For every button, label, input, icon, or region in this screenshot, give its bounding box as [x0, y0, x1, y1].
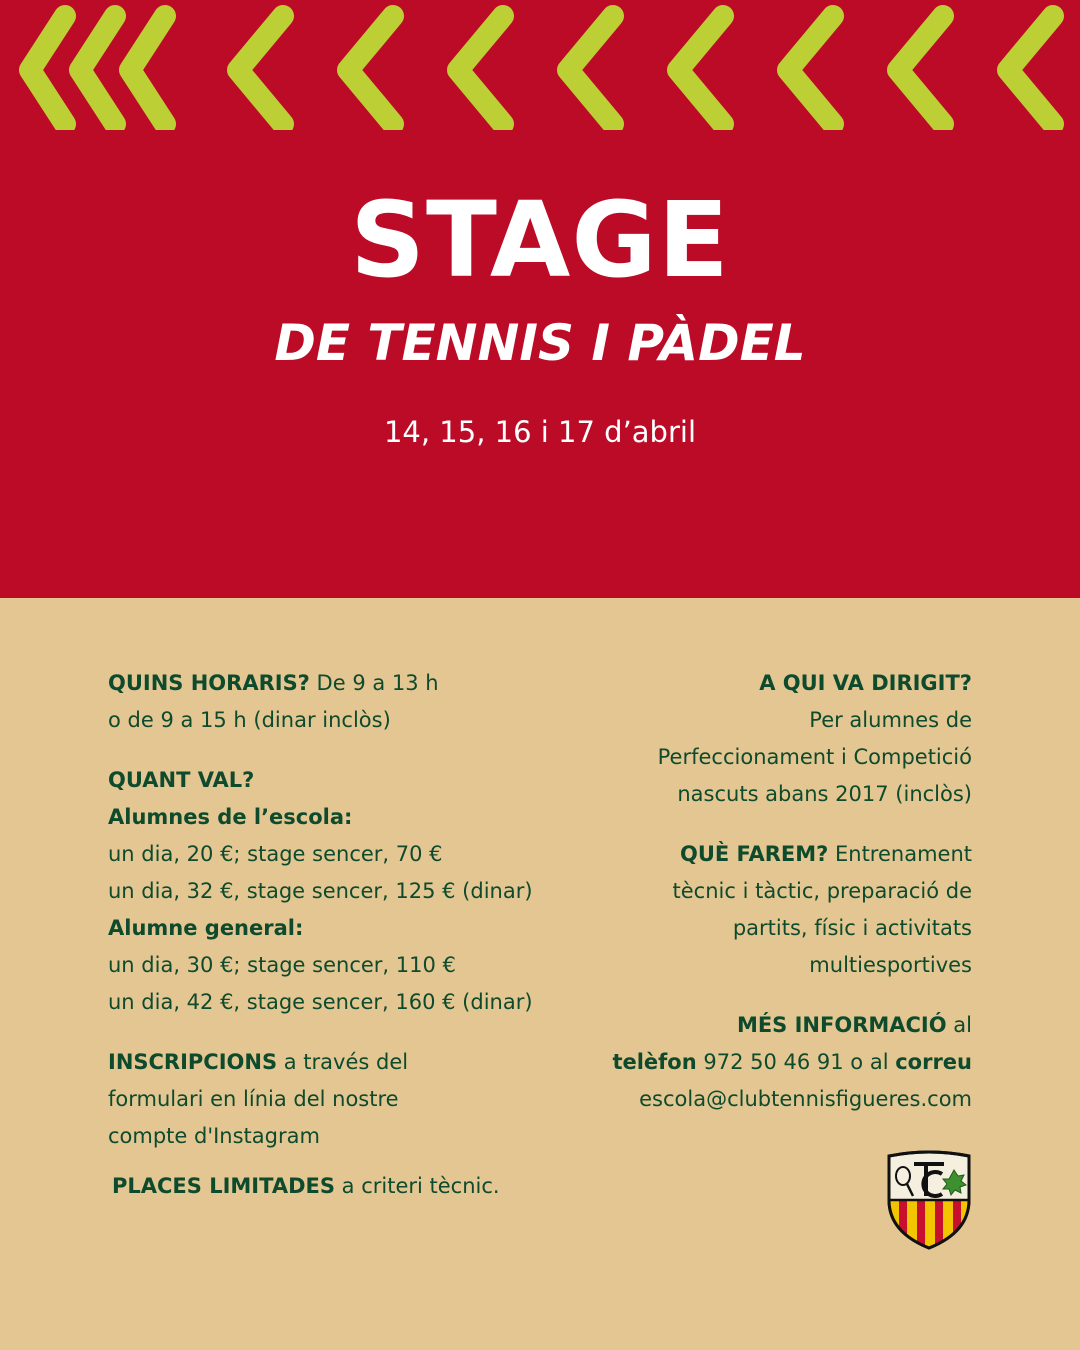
chevron-mark: [678, 16, 723, 124]
places-label: PLACES LIMITADES: [112, 1174, 335, 1198]
general-price-2: un dia, 42 €, stage sencer, 160 € (dinar): [108, 990, 533, 1014]
chevron-mark: [238, 16, 283, 124]
info-line: MÉS INFORMACIÓ al: [736, 1013, 972, 1037]
farem-line-4: multiesportives: [809, 953, 972, 977]
telefon-line: [532, 1044, 972, 1081]
info-label: MÉS INFORMACIÓ: [736, 1013, 947, 1037]
chevron-pattern: [0, 0, 1080, 130]
chevron-mark: [1008, 16, 1053, 124]
telefon-number: 972 50 46 91 o al: [696, 1050, 896, 1074]
chevron-mark: [348, 16, 393, 124]
dirigit-line-2: Perfeccionament i Competició: [657, 745, 972, 769]
telefon-label: telèfon: [612, 1050, 697, 1074]
escola-price-1: un dia, 20 €; stage sencer, 70 €: [108, 842, 443, 866]
places-note: [112, 1168, 500, 1205]
chevron-mark: [130, 16, 165, 124]
dirigit-line-1: Per alumnes de: [809, 708, 972, 732]
page-title: STAGE: [350, 179, 730, 301]
farem-line: QUÈ FAREM? Entrenament: [679, 842, 972, 866]
preu-label: QUANT VAL?: [108, 768, 255, 792]
places-text: a criteri tècnic.: [334, 1174, 500, 1198]
farem-line-3: partits, físic i activitats: [732, 916, 972, 940]
chevron-mark: [568, 16, 613, 124]
dirigit-label: A QUI VA DIRIGIT?: [759, 671, 972, 695]
chevron-mark: [458, 16, 503, 124]
email-link[interactable]: escola@clubtennisfigueres.com: [639, 1087, 972, 1111]
hero-banner: [0, 0, 1080, 598]
chevron-mark: [788, 16, 833, 124]
horaris-label: QUINS HORARIS?: [108, 671, 310, 695]
horaris-line: [108, 665, 578, 702]
right-column: [532, 665, 972, 1118]
dirigit-line-3: nascuts abans 2017 (inclòs): [677, 782, 972, 806]
escola-price-2: un dia, 32 €, stage sencer, 125 € (dinar): [108, 879, 533, 903]
chevron-mark: [80, 16, 115, 124]
inscripcions-label: INSCRIPCIONS: [108, 1050, 278, 1074]
general-label: Alumne general:: [108, 916, 304, 940]
farem-line-2: tècnic i tàctic, preparació de: [672, 879, 972, 903]
horaris-text: De 9 a 13 h: [309, 671, 439, 695]
club-crest-logo: [886, 1150, 972, 1250]
correu-label: correu: [895, 1050, 972, 1074]
chevron-mark: [898, 16, 943, 124]
horaris-line-2: o de 9 a 15 h (dinar inclòs): [108, 708, 391, 732]
escola-label: Alumnes de l’escola:: [108, 805, 353, 829]
general-price-1: un dia, 30 €; stage sencer, 110 €: [108, 953, 456, 977]
inscripcions-line-2: formulari en línia del nostre: [108, 1087, 399, 1111]
chevron-mark: [30, 16, 65, 124]
inscripcions-line-3: compte d'Instagram: [108, 1124, 320, 1148]
inscripcions-line: INSCRIPCIONS a través del: [108, 1050, 409, 1074]
page-subtitle: DE TENNIS I PÀDEL: [274, 314, 806, 372]
event-dates: 14, 15, 16 i 17 d’abril: [383, 415, 697, 449]
farem-label: QUÈ FAREM?: [679, 842, 829, 866]
left-column: [108, 665, 578, 1155]
